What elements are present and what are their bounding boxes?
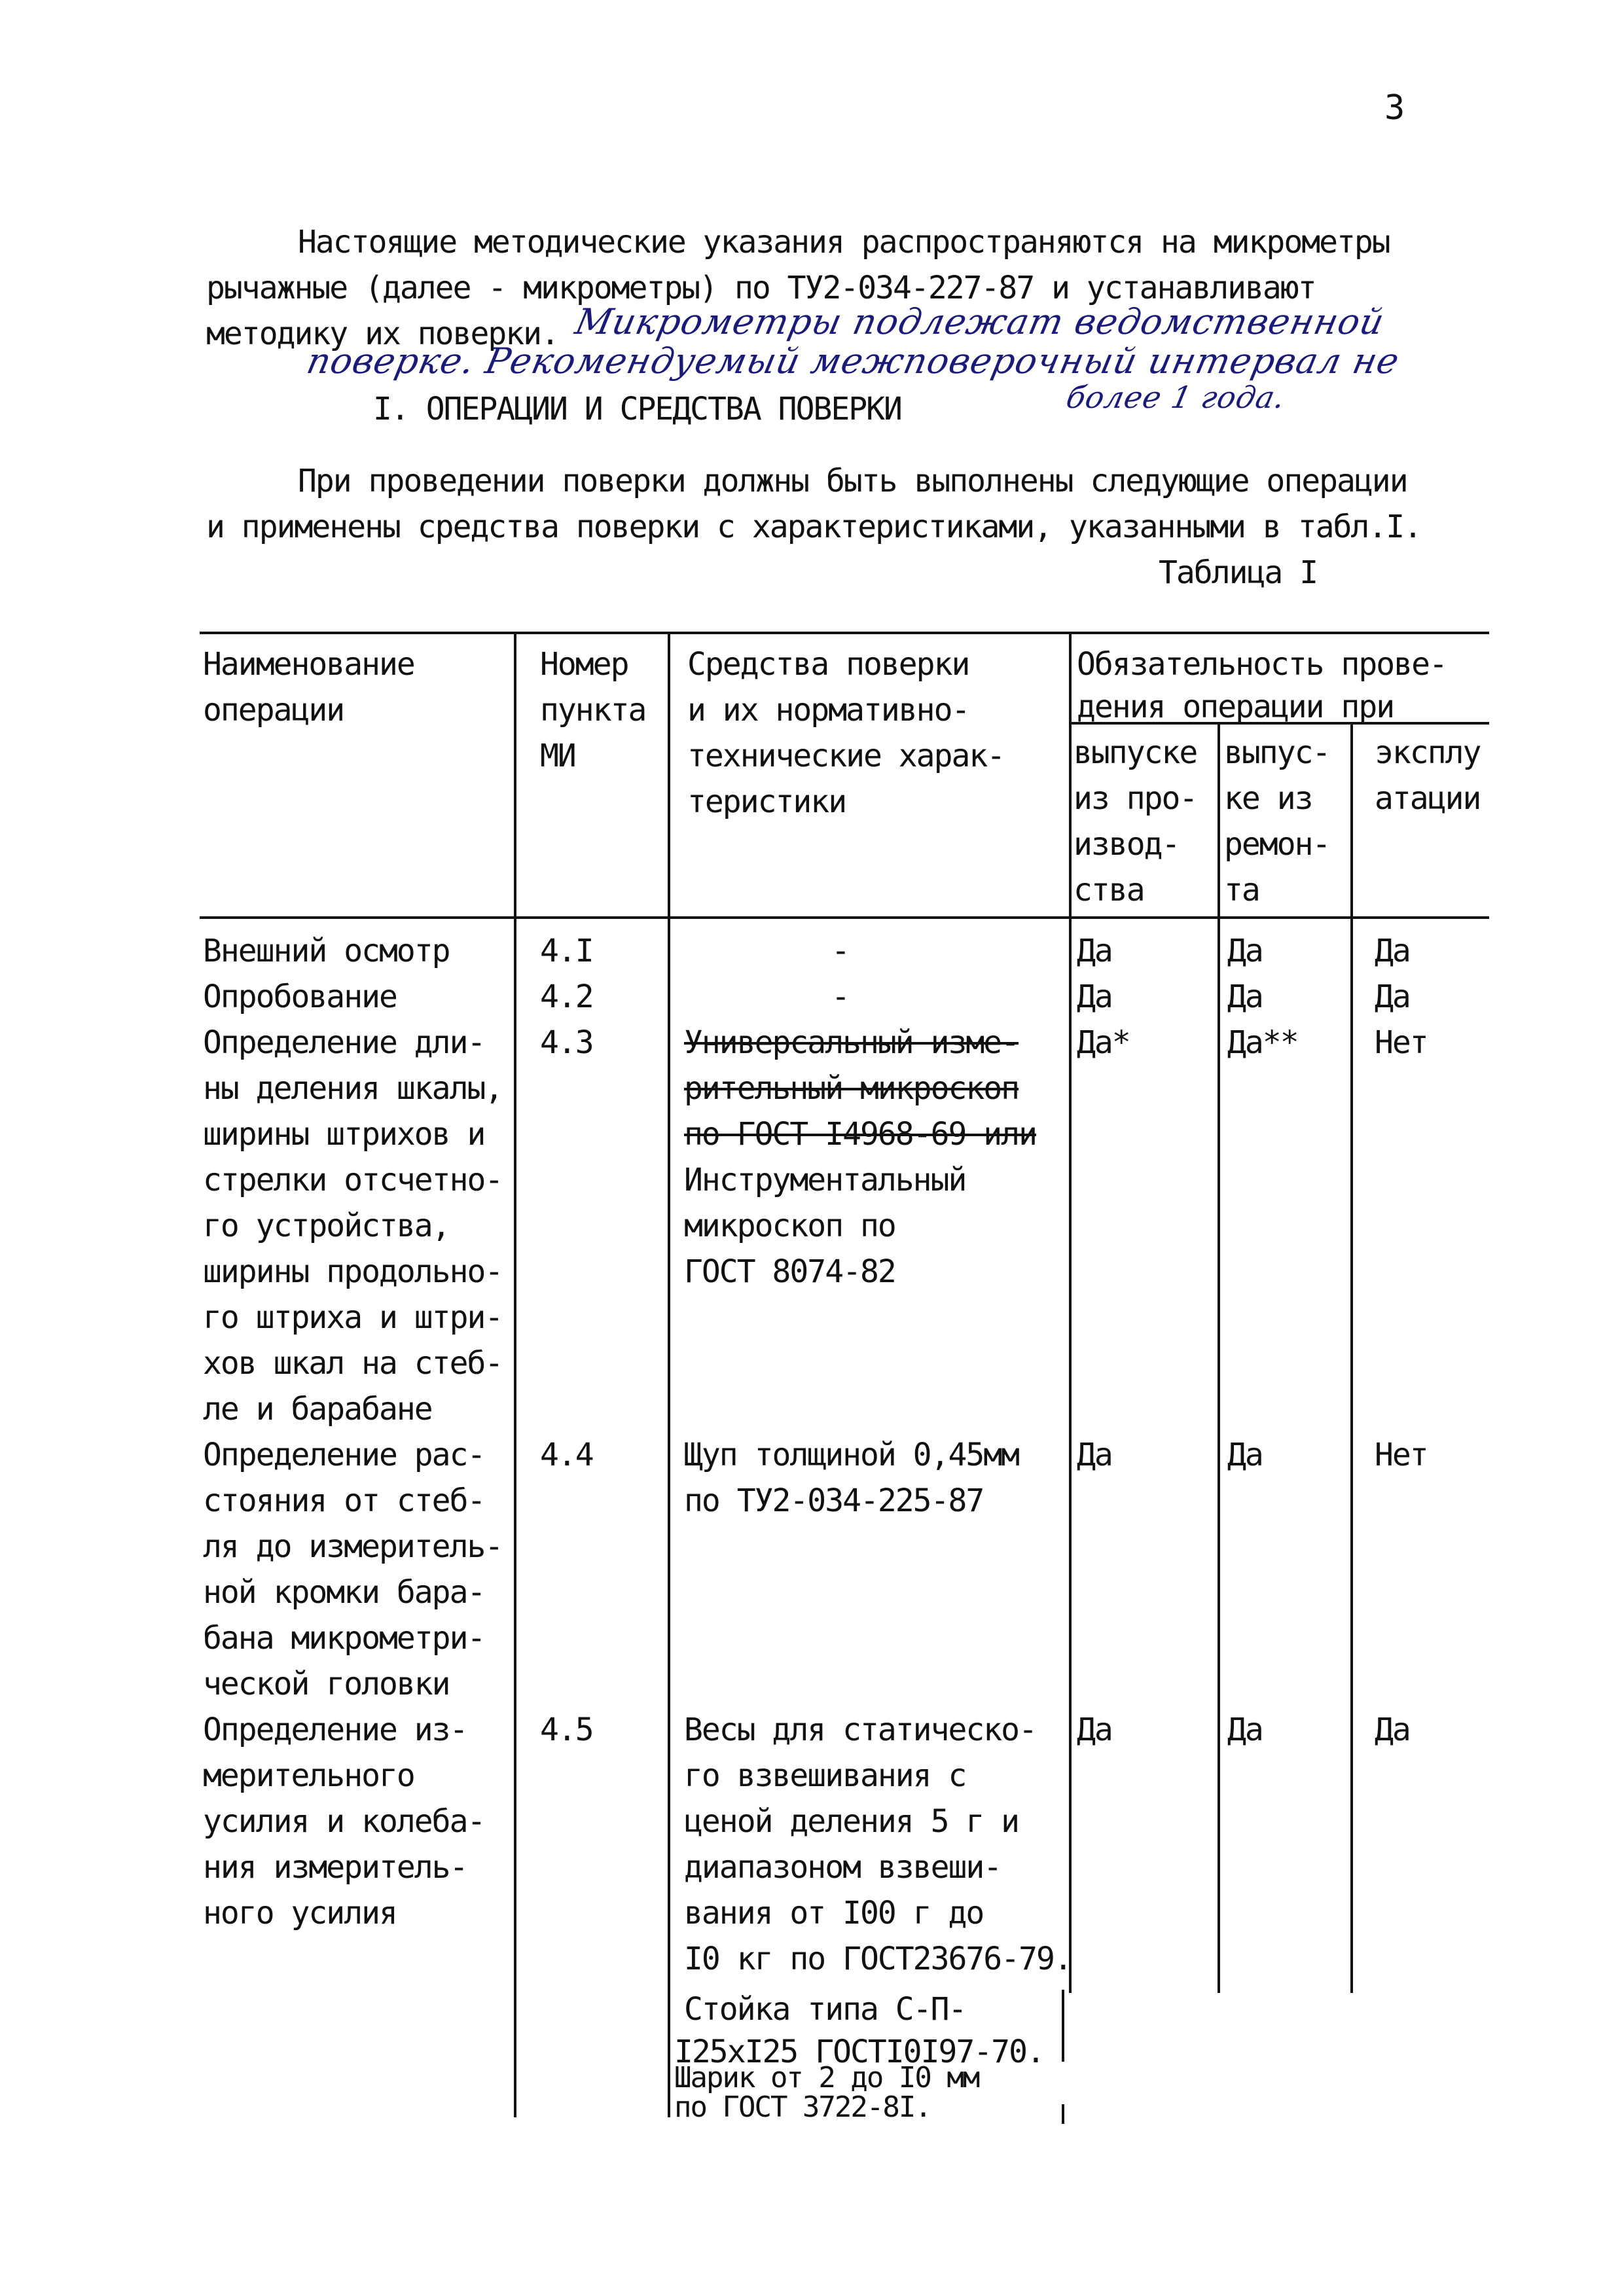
row-operation: го устройства, [203, 1208, 450, 1244]
page-number: 3 [1384, 88, 1405, 128]
handwritten-note: более 1 года. [1063, 380, 1289, 415]
row-means: ценой деления 5 г и [684, 1803, 1019, 1840]
row-operation: Определение рас- [203, 1437, 485, 1473]
header-repair: ремон- [1224, 826, 1330, 863]
row-release: Да [1077, 933, 1112, 969]
row-means: вания от I00 г до [684, 1895, 984, 1931]
row-operation: стрелки отсчетно- [203, 1162, 503, 1198]
header-item: Номер [540, 646, 628, 683]
table-caption: Таблица I [1159, 554, 1318, 591]
header-operation-use: атации [1375, 780, 1481, 817]
section-heading: I. ОПЕРАЦИИ И СРЕДСТВА ПОВЕРКИ [373, 391, 901, 427]
row-means: ГОСТ 8074-82 [684, 1253, 895, 1290]
handwritten-note: поверке. Рекомендуемый межповерочный интервал не [303, 340, 1403, 382]
handwritten-note: Микрометры подлежат ведомственной [571, 301, 1388, 342]
header-release: выпуске [1074, 734, 1197, 771]
row-means: Инструментальный [684, 1162, 966, 1198]
table-col-divider [514, 632, 516, 2117]
header-repair: та [1224, 872, 1259, 908]
row-operation: мерительного [203, 1757, 414, 1794]
row-operation: го штриха и штри- [203, 1299, 503, 1336]
intro-line: Настоящие методические указания распространяются на микрометры [298, 224, 1390, 260]
row-means-struck: рительный микроскоп [684, 1070, 1019, 1107]
row-use: Нет [1375, 1437, 1428, 1473]
row-operation: ширины продольно- [203, 1253, 503, 1290]
header-means: и их нормативно- [687, 692, 969, 728]
row-repair: Да [1227, 933, 1263, 969]
header-means: Средства поверки [687, 646, 969, 683]
row-operation: ле и барабане [203, 1391, 432, 1427]
row-means-extra: I25хI25 ГОСТI0I97-70. [674, 2034, 1044, 2070]
row-means-extra: по ГОСТ 3722-8I. [674, 2090, 931, 2124]
table-col-divider [1218, 723, 1220, 1993]
row-means: Весы для статическо- [684, 1712, 1036, 1748]
row-item: 4.3 [540, 1024, 593, 1061]
row-item: 4.5 [540, 1712, 593, 1748]
row-item: 4.2 [540, 978, 593, 1015]
row-operation: Внешний осмотр [203, 933, 450, 969]
row-operation: ния измеритель- [203, 1849, 467, 1886]
row-use: Да [1375, 933, 1410, 969]
header-operation: операции [203, 692, 344, 728]
row-means-struck: по ГОСТ I4968-69 или [684, 1116, 1036, 1153]
row-operation: ширины штрихов и [203, 1116, 485, 1153]
row-operation: Определение из- [203, 1712, 467, 1748]
table-col-divider [668, 632, 670, 2117]
row-release: Да [1077, 978, 1112, 1015]
row-operation: Определение дли- [203, 1024, 485, 1061]
row-use: Да [1375, 978, 1410, 1015]
row-operation: ной кромки бара- [203, 1574, 485, 1611]
row-means: - [831, 933, 849, 969]
row-operation: Опробование [203, 978, 397, 1015]
row-repair: Да** [1227, 1024, 1298, 1061]
header-repair: выпус- [1224, 734, 1330, 771]
row-release: Да [1077, 1712, 1112, 1748]
row-repair: Да [1227, 978, 1263, 1015]
row-means-extra: Стойка типа С-П- [684, 1991, 966, 2028]
row-operation: ческой головки [203, 1666, 450, 1702]
pen-mark [1062, 2104, 1064, 2124]
row-means: го взвешивания с [684, 1757, 966, 1794]
header-release: ства [1074, 872, 1144, 908]
header-release: извод- [1074, 826, 1180, 863]
row-means: диапазоном взвеши- [684, 1849, 1001, 1886]
pen-mark [1062, 1990, 1064, 2062]
row-operation: ны деления шкалы, [203, 1070, 503, 1107]
row-operation: бана микрометри- [203, 1620, 485, 1657]
row-operation: усилия и колеба- [203, 1803, 485, 1840]
intro-line: методику их поверки. [206, 315, 558, 352]
row-means: микроскоп по [684, 1208, 895, 1244]
header-means: теристики [687, 783, 846, 820]
row-means: Щуп толщиной 0,45мм [684, 1437, 1019, 1473]
row-item: 4.4 [540, 1437, 593, 1473]
row-operation: хов шкал на стеб- [203, 1345, 503, 1382]
row-use: Нет [1375, 1024, 1428, 1061]
header-operation: Наименование [203, 646, 414, 683]
header-means: технические харак- [687, 738, 1005, 774]
row-operation: ного усилия [203, 1895, 397, 1931]
row-means-struck: Универсальный изме- [684, 1024, 1019, 1061]
header-mandatory: Обязательность прове- [1077, 646, 1447, 683]
table-col-divider [1069, 632, 1072, 1993]
row-use: Да [1375, 1712, 1410, 1748]
header-mandatory: дения операции при [1077, 689, 1394, 725]
paragraph-line: и применены средства поверки с характеристиками, указанными в табл.I. [206, 509, 1421, 545]
row-means-extra: Шарик от 2 до I0 мм [674, 2061, 979, 2094]
row-item: 4.I [540, 933, 593, 969]
paragraph-line: При проведении поверки должны быть выполнены следующие операции [298, 463, 1407, 499]
row-release: Да* [1077, 1024, 1130, 1061]
row-repair: Да [1227, 1712, 1263, 1748]
header-item: МИ [540, 738, 575, 774]
header-release: из про- [1074, 780, 1197, 817]
row-release: Да [1077, 1437, 1112, 1473]
row-means: - [831, 978, 849, 1015]
table-col-divider [1350, 723, 1353, 1993]
intro-line: рычажные (далее - микрометры) по ТУ2-034-227-87 и устанавливают [206, 270, 1316, 306]
row-operation: ля до измеритель- [203, 1528, 503, 1565]
row-repair: Да [1227, 1437, 1263, 1473]
table-header-bottom-border [200, 916, 1489, 919]
row-means: по ТУ2-034-225-87 [684, 1482, 984, 1519]
header-item: пункта [540, 692, 646, 728]
row-operation: стояния от стеб- [203, 1482, 485, 1519]
header-repair: ке из [1224, 780, 1312, 817]
header-operation-use: эксплу [1375, 734, 1481, 771]
row-means: I0 кг по ГОСТ23676-79. [684, 1941, 1072, 1977]
table-top-border [200, 632, 1489, 634]
